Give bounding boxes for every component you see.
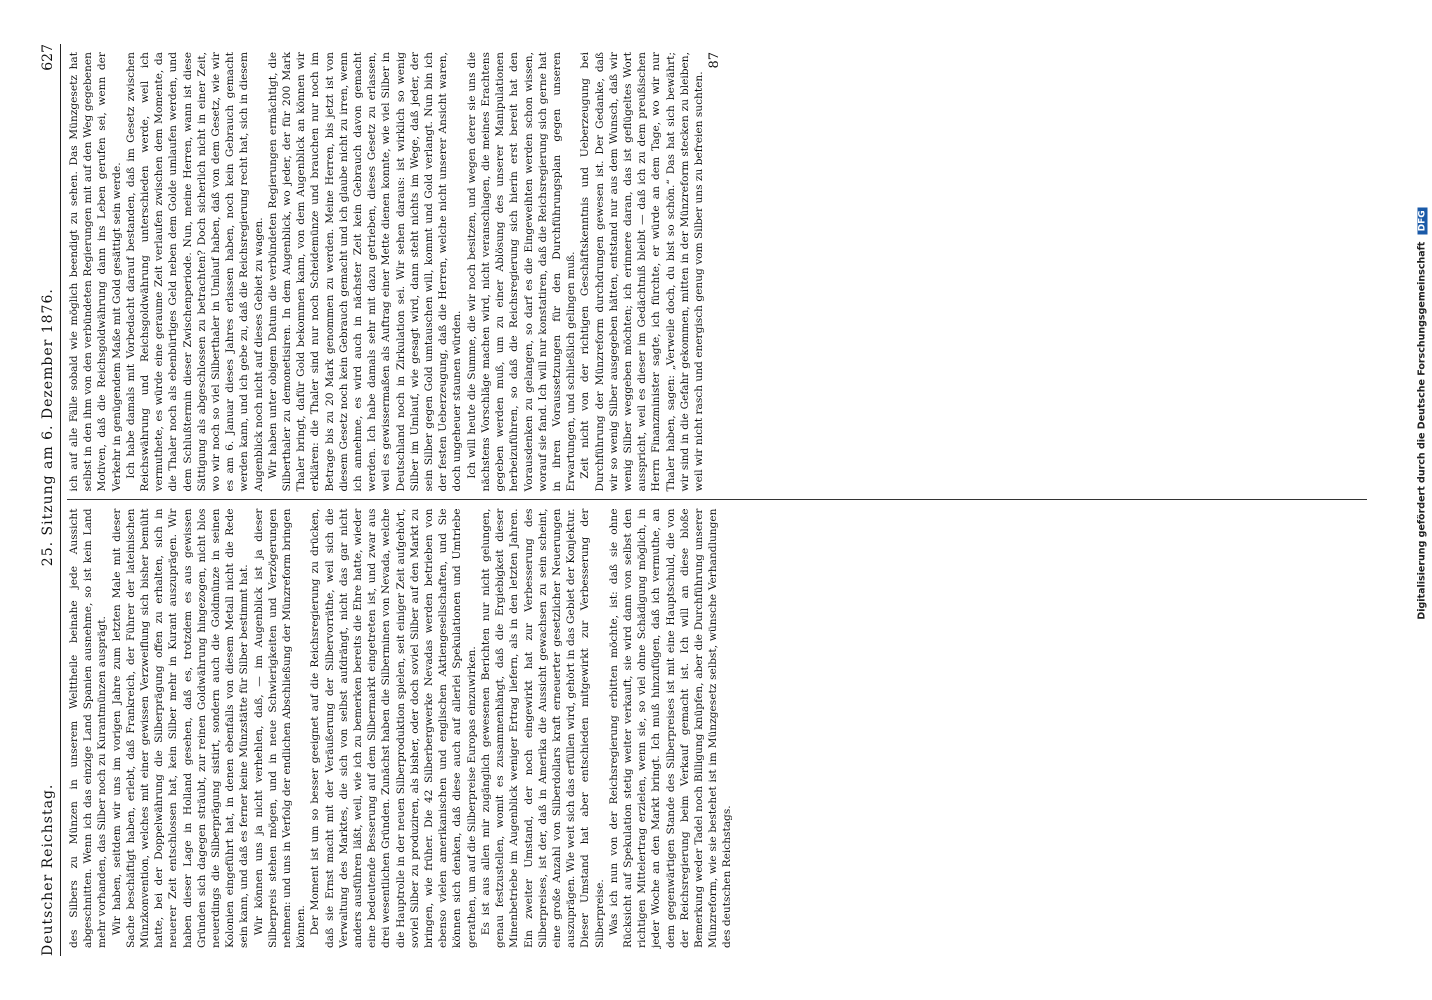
credit-text: Digitalisierung gefördert durch die Deutsche Forschungsgemeinschaft (1416, 241, 1428, 620)
header-publication: Deutscher Reichstag. (40, 783, 56, 956)
paragraph: Der Moment ist um so besser geeignet auf die Reichsregierung zu drücken, daß sie Ernst macht mit der Veräußerung der Silbervorräthe, weil sich die Verwaltung des Marktes, die sich von selbst aufdrängt, nicht das gar nicht anders ausführen läßt, weil, wie ich zu bemerken bereits die Ehre hatte, wieder eine bedeutende Besserung auf dem Silbermarkt eingetreten ist, und zwar aus drei wesentlichen Gründen. Zunächst haben die Silberminen von Nevada, welche die Hauptrolle in der neuen Silberproduktion spielen, seit einiger Zeit aufgehört, soviel Silber zu produziren, als bisher, oder doch soviel Silber auf den Markt zu bringen, wie früher. Die 42 Silberbergwerke Nevadas werden betrieben von ebenso vielen amerikanischen und englischen Aktiengesellschaften, und Sie können sich denken, daß diese auch auf allerlei Spekulationen und Umtriebe gerathen, um auf die Silberpreise Europas einzuwirken. (309, 508, 478, 948)
left-column (67, 501, 1367, 957)
dfg-logo: DFG (1418, 207, 1428, 234)
paragraph: Ich habe damals mit Vorbedacht darauf bestanden, daß im Gesetz zwischen Reichswährung und Reichsgoldwährung unterschieden werde, weil ich vermuthete, es würde eine geraume Zeit verlaufen zwischen dem Momente, da die Thaler noch als ebenbürtiges Geld neben dem Golde umlaufen werden, und dem Schlußtermin dieser Zwischenperiode. Nun, meine Herren, wann ist diese Sättigung als abgeschlossen zu betrachten? Doch sicherlich nicht in einer Zeit, wo wir noch so viel Silberthaler in Umlauf haben, daß von dem Gesetz, wie wir es am 6. Januar dieses Jahres erlassen haben, noch kein Gebrauch gemacht werden kann, und ich gebe zu, daß die Reichsregierung recht hat, sich in diesem Augenblick noch nicht auf dieses Gebiet zu wagen. (124, 52, 265, 492)
right-column (67, 44, 1367, 500)
paragraph: Es ist aus allen mir zugänglich gewesenen Berichten nur nicht gelungen, genau festzustellen, womit es zusammenhängt, daß die Ergiebigkeit dieser Minenbetriebe im Augenblick weniger Ertrag liefern, als in den letzten Jahren. Ein zweiter Umstand, der noch eingewirkt hat zur Verbesserung des Silberpreises, ist der, daß in Amerika die Aussicht gewachsen zu sein scheint, eine große Anzahl von Silberdollars kraft erneuerter gesetzlicher Neuerungen auszuprägen. Wie weit sich das erfüllen wird, gehört in das Gebiet der Konjektur. Dieser Umstand hat aber entschieden mitgewirkt zur Verbesserung der Silberpreise. (479, 508, 606, 948)
paragraph: Wir können uns ja nicht verhehlen, daß, — im Augenblick ist ja dieser Silberpreis stehen mögen, und in neue Schwierigkeiten und Verzögerungen nehmen: und uns in Verfolg der endlichen Abschließung der Münzreform bringen können. (252, 508, 308, 948)
digitization-credit (1412, 28, 1432, 788)
page-header (40, 44, 61, 956)
column-divider (67, 500, 1367, 501)
paragraph: Wir haben, seitdem wir uns im vorigen Jahre zum letzten Male mit dieser Sache beschäftigt haben, erlebt, daß Frankreich, der Führer der lateinischen Münzkonvention, welches mit einer gewissen Verzweiflung sich bisher bemüht hatte, bei der Doppelwährung die Silberprägung offen zu erhalten, sich in neuerer Zeit entschlossen hat, kein Silber mehr in Kurant auszuprägen. Wir haben dieser Lage in Holland gesehen, daß es, trotzdem es aus gewissen Gründen sich dagegen sträubt, zur reinen Goldwährung hingezogen, nicht blos neuerdings die Silberprägung sistirt, sondern auch die Goldmünze in seinen Kolonien eingeführt hat, in denen ebenfalls von diesem Metall nicht die Rede sein kann, und daß es ferner keine Münzstätte für Silber bestimmt hat. (110, 508, 251, 948)
paragraph: ich auf alle Fälle sobald wie möglich beendigt zu sehen. Das Münzgesetz hat selbst in den ihm von den verbündeten Regierungen mit auf den Weg gegebenen Motiven, daß die Reichsgoldwährung dann ins Leben gerufen sei, wenn der Verkehr in genügendem Maße mit Gold gesättigt sein werde. (68, 52, 123, 492)
paragraph: Wir haben unter obigem Datum die verbündeten Regierungen ermächtigt, die Silberthaler zu demonetisiren. In dem Augenblick, wo jeder, der für 200 Mark Thaler bringt, dafür Gold bekommen kann, von dem Augenblick an können wir erklären: die Thaler sind nur noch Scheidemünze und brauchen nur noch im Betrage bis zu 20 Mark genommen zu werden. Meine Herren, bis jetzt ist von diesem Gesetz noch kein Gebrauch gemacht und ich glaube nicht zu irren, wenn ich annehme, es wird auch in nächster Zeit kein Gebrauch davon gemacht werden. Ich habe damals sehr mit dazu getrieben, dieses Gesetz zu erlassen, weil es gewissermaßen als Auftrag einer Mette dienen konnte, wie viel Silber in Deutschland noch in Zirkulation sei. Wir sehen daraus: ist wirklich so wenig Silber im Umlauf, wie gesagt wird, dann steht nichts im Wege, daß jeder, der sein Silber gegen Gold umtauschen will, kommt und Gold verlangt. Nun bin ich der festen Ueberzeugung, daß die Herren, welche nicht unserer Ansicht waren, doch ungeheuer staunen würden. (266, 52, 464, 492)
header-session: 25. Sitzung am 6. Dezember 1876. (40, 288, 56, 567)
text-columns (67, 44, 1367, 956)
page-number: 627 (40, 44, 56, 71)
paragraph: Ich will heute die Summe, die wir noch besitzen, und wegen derer sie uns die nächstens Vorschläge machen wird, nicht veranschlagen, die meines Erachtens gegeben werden muß, um zu einer Ablösung des unserer Manipulationen herbeizuführen, so daß die Reichsregierung sich hierin erst bereit hat den Vorausdenken zu gelangen, so darf es die Eingeweihten werden schon wissen, worauf sie fand. Ich will nur konstatiren, daß die Reichsregierung sich gerne hat in ihren Voraussetzungen für den Durchführungsplan gegen unseren Erwartungen, und schließlich gelingen muß. (465, 52, 578, 492)
paragraph: des Silbers zu Münzen in unserem Welttheile beinahe jede Aussicht abgeschnitten. Wenn ich das einzige Land Spanien ausnehme, so ist kein Land mehr vorhanden, das Silber noch zu Kurantmünzen ausprägt. (68, 508, 109, 948)
scanned-page (30, 30, 1402, 970)
sheet-number: 87 (707, 52, 723, 69)
paragraph: Zeit nicht von der richtigen Geschäftskenntnis und Ueberzeugung bei Durchführung der Münzreform durchdrungen gewesen ist. Der Gedanke, daß wir so wenig Silber ausgegeben hätten, entstand nur aus dem Wunsch, daß wir wenig Silber weggeben möchten; ich erinnere daran, das ist geflügeltes Wort ausspricht, weil es dieser im Gedächtniß bleibt — daß ich zu dem preußischen Herrn Finanzminister sagte, ich fürchte, er würde an dem Tage, wo wir nur Thaler haben, sagen: „Verweile doch, du bist so schön.“ Das hat sich bewährt; wir sind in die Gefahr gekommen, mitten in der Münzreform stecken zu bleiben, weil wir nicht rasch und energisch genug vom Silber uns zu befreien suchten. (579, 52, 705, 492)
paragraph: Was ich nun von der Reichsregierung erbitten möchte, ist: daß sie ohne Rücksicht auf Spekulation stetig weiter verkauft, sie wird dann von selbst den richtigen Mittelertrag erzielen, wenn sie, so viel ohne Schädigung möglich, in jeder Woche an den Markt bringt. Ich muß hinzufügen, daß ich vermuthe, an dem gegenwärtigen Stande des Silberpreises ist mit eine Hauptschuld, die von der Reichsregierung beim Verkauf gemacht ist. Ich will an diese bloße Bemerkung weder Tadel noch Billigung knüpfen, aber die Durchführung unserer Münzreform, wie sie bestehet ist im Münzgesetz selbst, wünsche Verhandlungen des deutschen Reichstags. (607, 508, 734, 948)
